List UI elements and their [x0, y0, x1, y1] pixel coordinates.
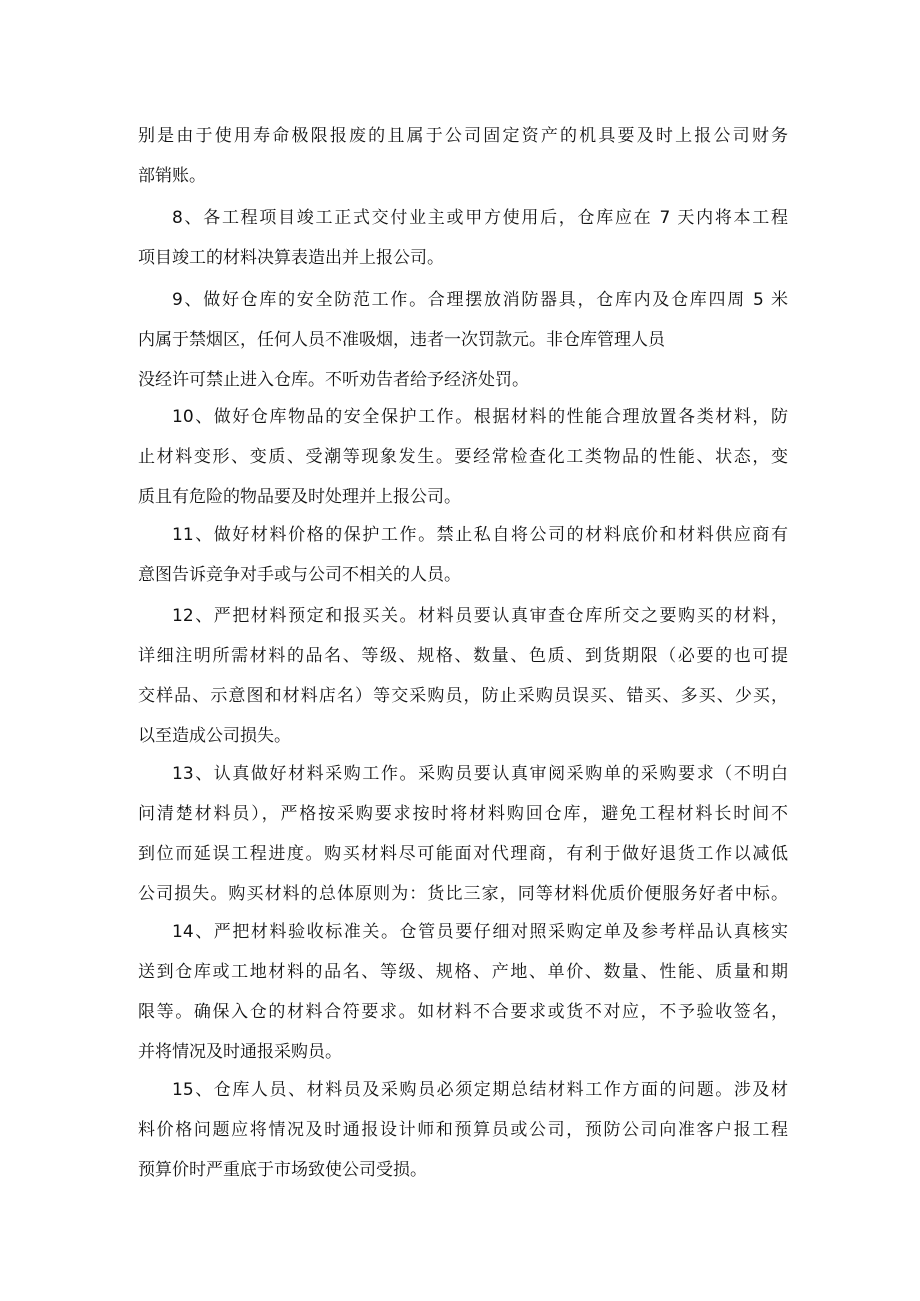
paragraph-item-13 [138, 754, 788, 914]
text-line: 别是由于使用寿命极限报废的且属于公司固定资产的机具要及时上报公司财务 [138, 126, 788, 146]
text-line: 送到仓库或工地材料的品名、等级、规格、产地、单价、数量、性能、质量和期 [138, 962, 788, 982]
text-line: 8、各工程项目竣工正式交付业主或甲方使用后，仓库应在 7 天内将本工程 [172, 208, 788, 228]
text-line: 项目竣工的材料决算表造出并上报公司。 [138, 248, 444, 268]
text-line: 内属于禁烟区，任何人员不准吸烟，违者一次罚款元。非仓库管理人员 [138, 330, 665, 350]
text-line: 意图告诉竞争对手或与公司不相关的人员。 [138, 565, 461, 585]
text-line: 详细注明所需材料的品名、等级、规格、数量、色质、到货期限（必要的也可提 [138, 646, 788, 666]
text-line: 12、严把材料预定和报买关。材料员要认真审查仓库所交之要购买的材料， [172, 606, 788, 626]
paragraph-item-10 [138, 397, 788, 517]
text-line: 止材料变形、变质、受潮等现象发生。要经常检查化工类物品的性能、状态，变 [138, 447, 788, 467]
text-line: 14、严把材料验收标准关。仓管员要仔细对照采购定单及参考样品认真核实 [172, 922, 788, 942]
text-line: 没经许可禁止进入仓库。不听劝告者给予经济处罚。 [138, 370, 529, 390]
text-line: 9、做好仓库的安全防范工作。合理摆放消防器具，仓库内及仓库四周 5 米 [172, 290, 788, 310]
text-line: 11、做好材料价格的保护工作。禁止私自将公司的材料底价和材料供应商有 [172, 525, 788, 545]
text-line: 公司损失。购买材料的总体原则为：货比三家，同等材料优质价便服务好者中标。 [138, 884, 788, 904]
text-line: 交样品、示意图和材料店名）等交采购员，防止采购员误买、错买、多买、少买， [138, 686, 788, 706]
paragraph-item-12 [138, 596, 788, 756]
text-line: 并将情况及时通报采购员。 [138, 1042, 342, 1062]
text-line: 质且有危险的物品要及时处理并上报公司。 [138, 487, 461, 507]
text-line: 问清楚材料员），严格按采购要求按时将材料购回仓库，避免工程材料长时间不 [138, 804, 788, 824]
text-line: 15、仓库人员、材料员及采购员必须定期总结材料工作方面的问题。涉及材 [172, 1080, 788, 1100]
paragraph-item-15 [138, 1070, 788, 1190]
text-line: 到位而延误工程进度。购买材料尽可能面对代理商，有利于做好退货工作以减低 [138, 844, 788, 864]
text-line: 限等。确保入仓的材料合符要求。如材料不合要求或货不对应，不予验收签名， [138, 1002, 788, 1022]
text-line: 以至造成公司损失。 [138, 726, 291, 746]
text-line: 10、做好仓库物品的安全保护工作。根据材料的性能合理放置各类材料，防 [172, 407, 788, 427]
text-line: 料价格问题应将情况及时通报设计师和预算员或公司，预防公司向准客户报工程 [138, 1120, 788, 1140]
text-line: 预算价时严重底于市场致使公司受损。 [138, 1160, 427, 1180]
paragraph-item-8 [138, 198, 788, 278]
paragraph-7-continuation [138, 116, 788, 196]
paragraph-item-11 [138, 515, 788, 595]
text-line: 13、认真做好材料采购工作。采购员要认真审阅采购单的采购要求（不明白 [172, 764, 788, 784]
paragraph-item-9 [138, 280, 788, 400]
paragraph-item-14 [138, 912, 788, 1072]
text-line: 部销账。 [138, 166, 206, 186]
